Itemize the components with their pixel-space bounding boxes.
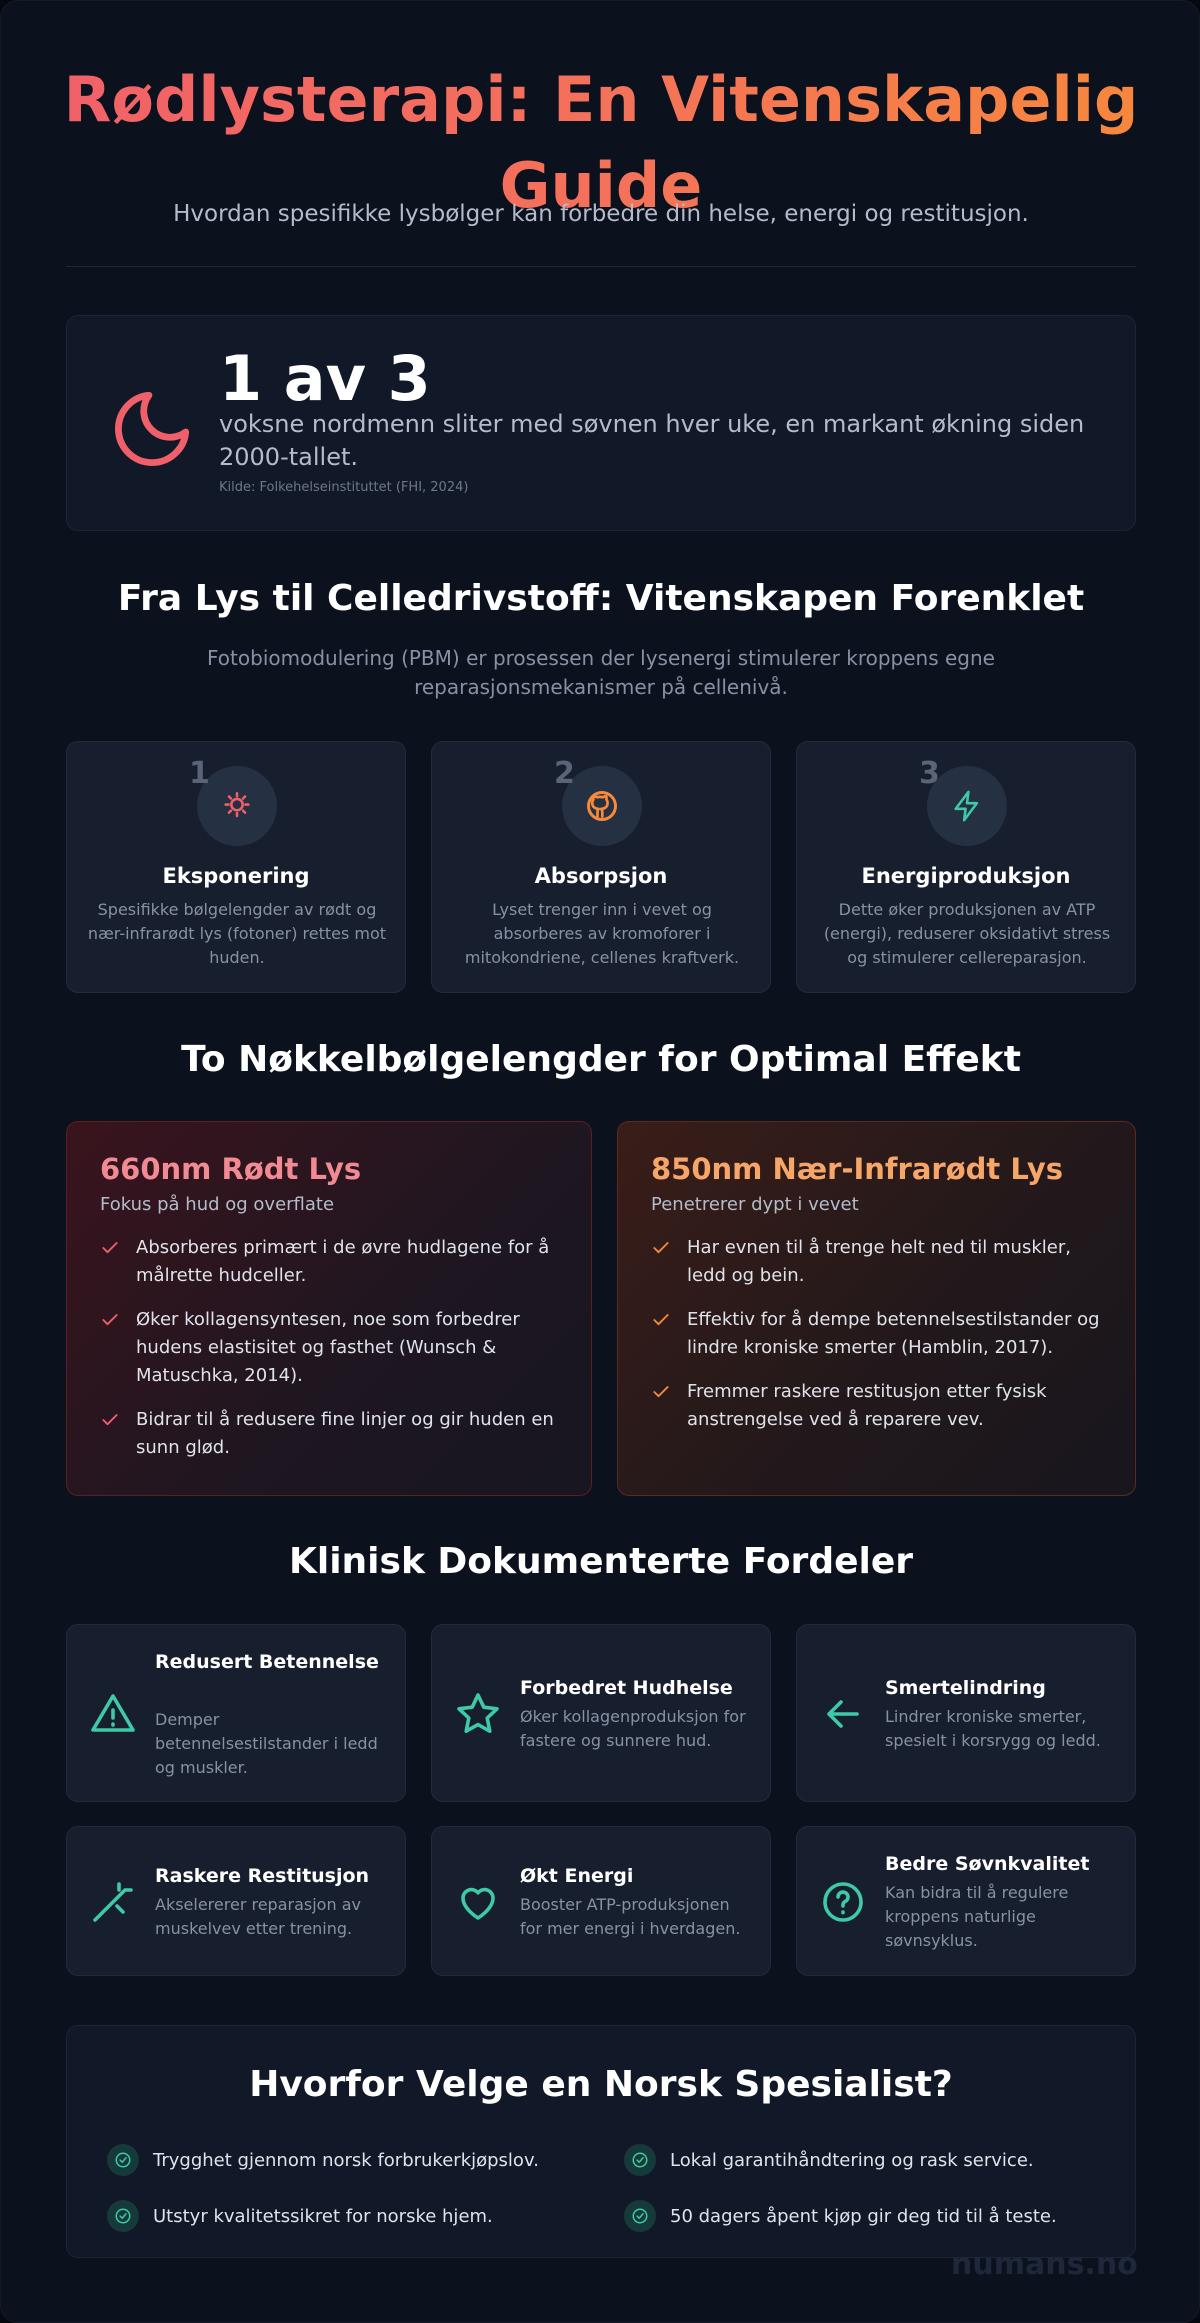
arrow-left-icon	[819, 1690, 867, 1738]
list-item	[107, 2144, 539, 2176]
question-icon	[819, 1878, 867, 1926]
step-title: Energiproduksjon	[861, 864, 1071, 888]
badge-check-icon	[624, 2144, 656, 2176]
norsk-point: Trygghet gjennom norsk forbrukerkjøpslov.	[153, 2149, 539, 2171]
badge-check-icon	[107, 2200, 139, 2232]
list-item	[100, 1306, 560, 1390]
check-icon	[651, 1382, 671, 1402]
step-number: 2	[554, 756, 575, 791]
benefit-card-energy	[431, 1826, 771, 1976]
github-cell-icon	[584, 788, 620, 824]
benefit-title: Økt Energi	[520, 1865, 634, 1887]
point-text: Bidrar til å redusere fine linjer og gir huden en sunn glød.	[136, 1409, 554, 1458]
stat-value: 1 av 3	[219, 342, 431, 415]
list-item	[624, 2200, 1057, 2232]
sleep-stat-card	[66, 315, 1136, 531]
page-subtitle: Hvordan spesifikke lysbølger kan forbedre din helse, energi og restitusjon.	[173, 201, 1029, 227]
step-card-absorption	[431, 741, 771, 993]
list-item	[107, 2200, 493, 2232]
benefit-text: Demper betennelsestilstander i ledd og muskler.	[155, 1710, 378, 1777]
stat-source: Kilde: Folkehelseinstituttet (FHI, 2024)	[219, 480, 469, 495]
benefit-text: Øker kollagenproduksjon for fastere og sunnere hud.	[520, 1707, 746, 1750]
wavelength-points	[651, 1234, 1111, 1450]
benefit-card-sleep	[796, 1826, 1136, 1976]
wavelength-card-660nm	[66, 1121, 592, 1496]
sun-bulb-icon	[220, 789, 254, 823]
check-icon	[100, 1410, 120, 1430]
benefit-title: Raskere Restitusjon	[155, 1865, 370, 1887]
stat-description: voksne nordmenn sliter med søvnen hver uke, en markant økning siden 2000-tallet.	[219, 410, 1085, 471]
list-item	[651, 1378, 1111, 1434]
list-item	[100, 1234, 560, 1290]
norsk-point: 50 dagers åpent kjøp gir deg tid til å teste.	[670, 2205, 1057, 2227]
norsk-heading: Hvorfor Velge en Norsk Spesialist?	[249, 2064, 953, 2105]
benefit-text: Booster ATP-produksjonen for mer energi i hverdagen.	[520, 1895, 741, 1938]
point-text: Har evnen til å trenge helt ned til muskler, ledd og bein.	[687, 1237, 1071, 1286]
warning-icon	[89, 1690, 137, 1738]
step-text: Lyset trenger inn i vevet og absorberes av kromoforer i mitokondriene, cellenes kraftverk.	[464, 900, 740, 967]
point-text: Fremmer raskere restitusjon etter fysisk anstrengelse ved å reparere vev.	[687, 1381, 1047, 1430]
norsk-specialist-card	[66, 2025, 1136, 2258]
point-text: Øker kollagensyntesen, noe som forbedrer hudens elastisitet og fasthet (Wunsch & Matuschka, 2014).	[136, 1309, 520, 1386]
step-card-energy	[796, 741, 1136, 993]
moon-icon	[107, 384, 197, 474]
norsk-point: Lokal garantihåndtering og rask service.	[670, 2149, 1034, 2171]
brand-watermark: numans.no	[951, 2247, 1138, 2282]
wavelength-subtitle: Fokus på hud og overflate	[100, 1194, 335, 1215]
benefit-card-recovery	[66, 1826, 406, 1976]
badge-check-icon	[107, 2144, 139, 2176]
list-item	[624, 2144, 1034, 2176]
star-icon	[454, 1690, 502, 1738]
science-lead: Fotobiomodulering (PBM) er prosessen der lysenergi stimulerer kroppens egne reparasjonsmekanismer på cellenivå.	[207, 646, 995, 699]
wavelengths-heading: To Nøkkelbølgelengder for Optimal Effekt	[181, 1039, 1021, 1080]
step-number: 1	[189, 756, 210, 791]
check-icon	[100, 1310, 120, 1330]
list-item	[651, 1234, 1111, 1290]
list-item	[100, 1406, 560, 1462]
science-heading: Fra Lys til Celledrivstoff: Vitenskapen Forenklet	[117, 578, 1085, 619]
point-text: Absorberes primært i de øvre hudlagene for å målrette hudceller.	[136, 1237, 550, 1286]
wavelength-subtitle: Penetrerer dypt i vevet	[651, 1194, 859, 1215]
heart-icon	[454, 1878, 502, 1926]
divider	[66, 266, 1136, 267]
step-text: Spesifikke bølgelengder av rødt og nær-infrarødt lys (fotoner) rettes mot huden.	[87, 900, 387, 967]
benefit-card-inflammation	[66, 1624, 406, 1802]
benefit-card-pain	[796, 1624, 1136, 1802]
benefits-heading: Klinisk Dokumenterte Fordeler	[288, 1541, 914, 1582]
step-title: Eksponering	[162, 864, 310, 888]
page-title: Rødlysterapi: En Vitenskapelig Guide	[1, 57, 1200, 229]
wavelength-title: 850nm Nær-Infrarødt Lys	[651, 1152, 1064, 1186]
check-icon	[651, 1310, 671, 1330]
benefit-title: Forbedret Hudhelse	[520, 1677, 733, 1699]
step-number: 3	[919, 756, 940, 791]
benefit-title: Smertelindring	[885, 1677, 1046, 1699]
benefit-title: Bedre Søvnkvalitet	[885, 1853, 1090, 1875]
badge-check-icon	[624, 2200, 656, 2232]
benefit-title: Redusert Betennelse	[155, 1651, 379, 1673]
wavelength-card-850nm	[617, 1121, 1136, 1496]
step-text: Dette øker produksjonen av ATP (energi), reduserer oksidativt stress og stimulerer cellereparasjon.	[823, 900, 1111, 967]
benefit-text: Kan bidra til å regulere kroppens naturlige søvnsyklus.	[885, 1883, 1069, 1950]
check-icon	[651, 1238, 671, 1258]
benefit-text: Lindrer kroniske smerter, spesielt i korsrygg og ledd.	[885, 1707, 1101, 1750]
wavelength-title: 660nm Rødt Lys	[100, 1152, 362, 1186]
wand-icon	[89, 1878, 137, 1926]
wavelength-points	[100, 1234, 560, 1478]
benefit-card-skin	[431, 1624, 771, 1802]
lightning-icon	[950, 789, 984, 823]
norsk-point: Utstyr kvalitetssikret for norske hjem.	[153, 2205, 493, 2227]
point-text: Effektiv for å dempe betennelsestilstander og lindre kroniske smerter (Hamblin, 2017).	[687, 1309, 1100, 1358]
list-item	[651, 1306, 1111, 1362]
check-icon	[100, 1238, 120, 1258]
step-card-exposure	[66, 741, 406, 993]
step-title: Absorpsjon	[534, 864, 668, 888]
benefit-text: Akselererer reparasjon av muskelvev etter trening.	[155, 1895, 361, 1938]
